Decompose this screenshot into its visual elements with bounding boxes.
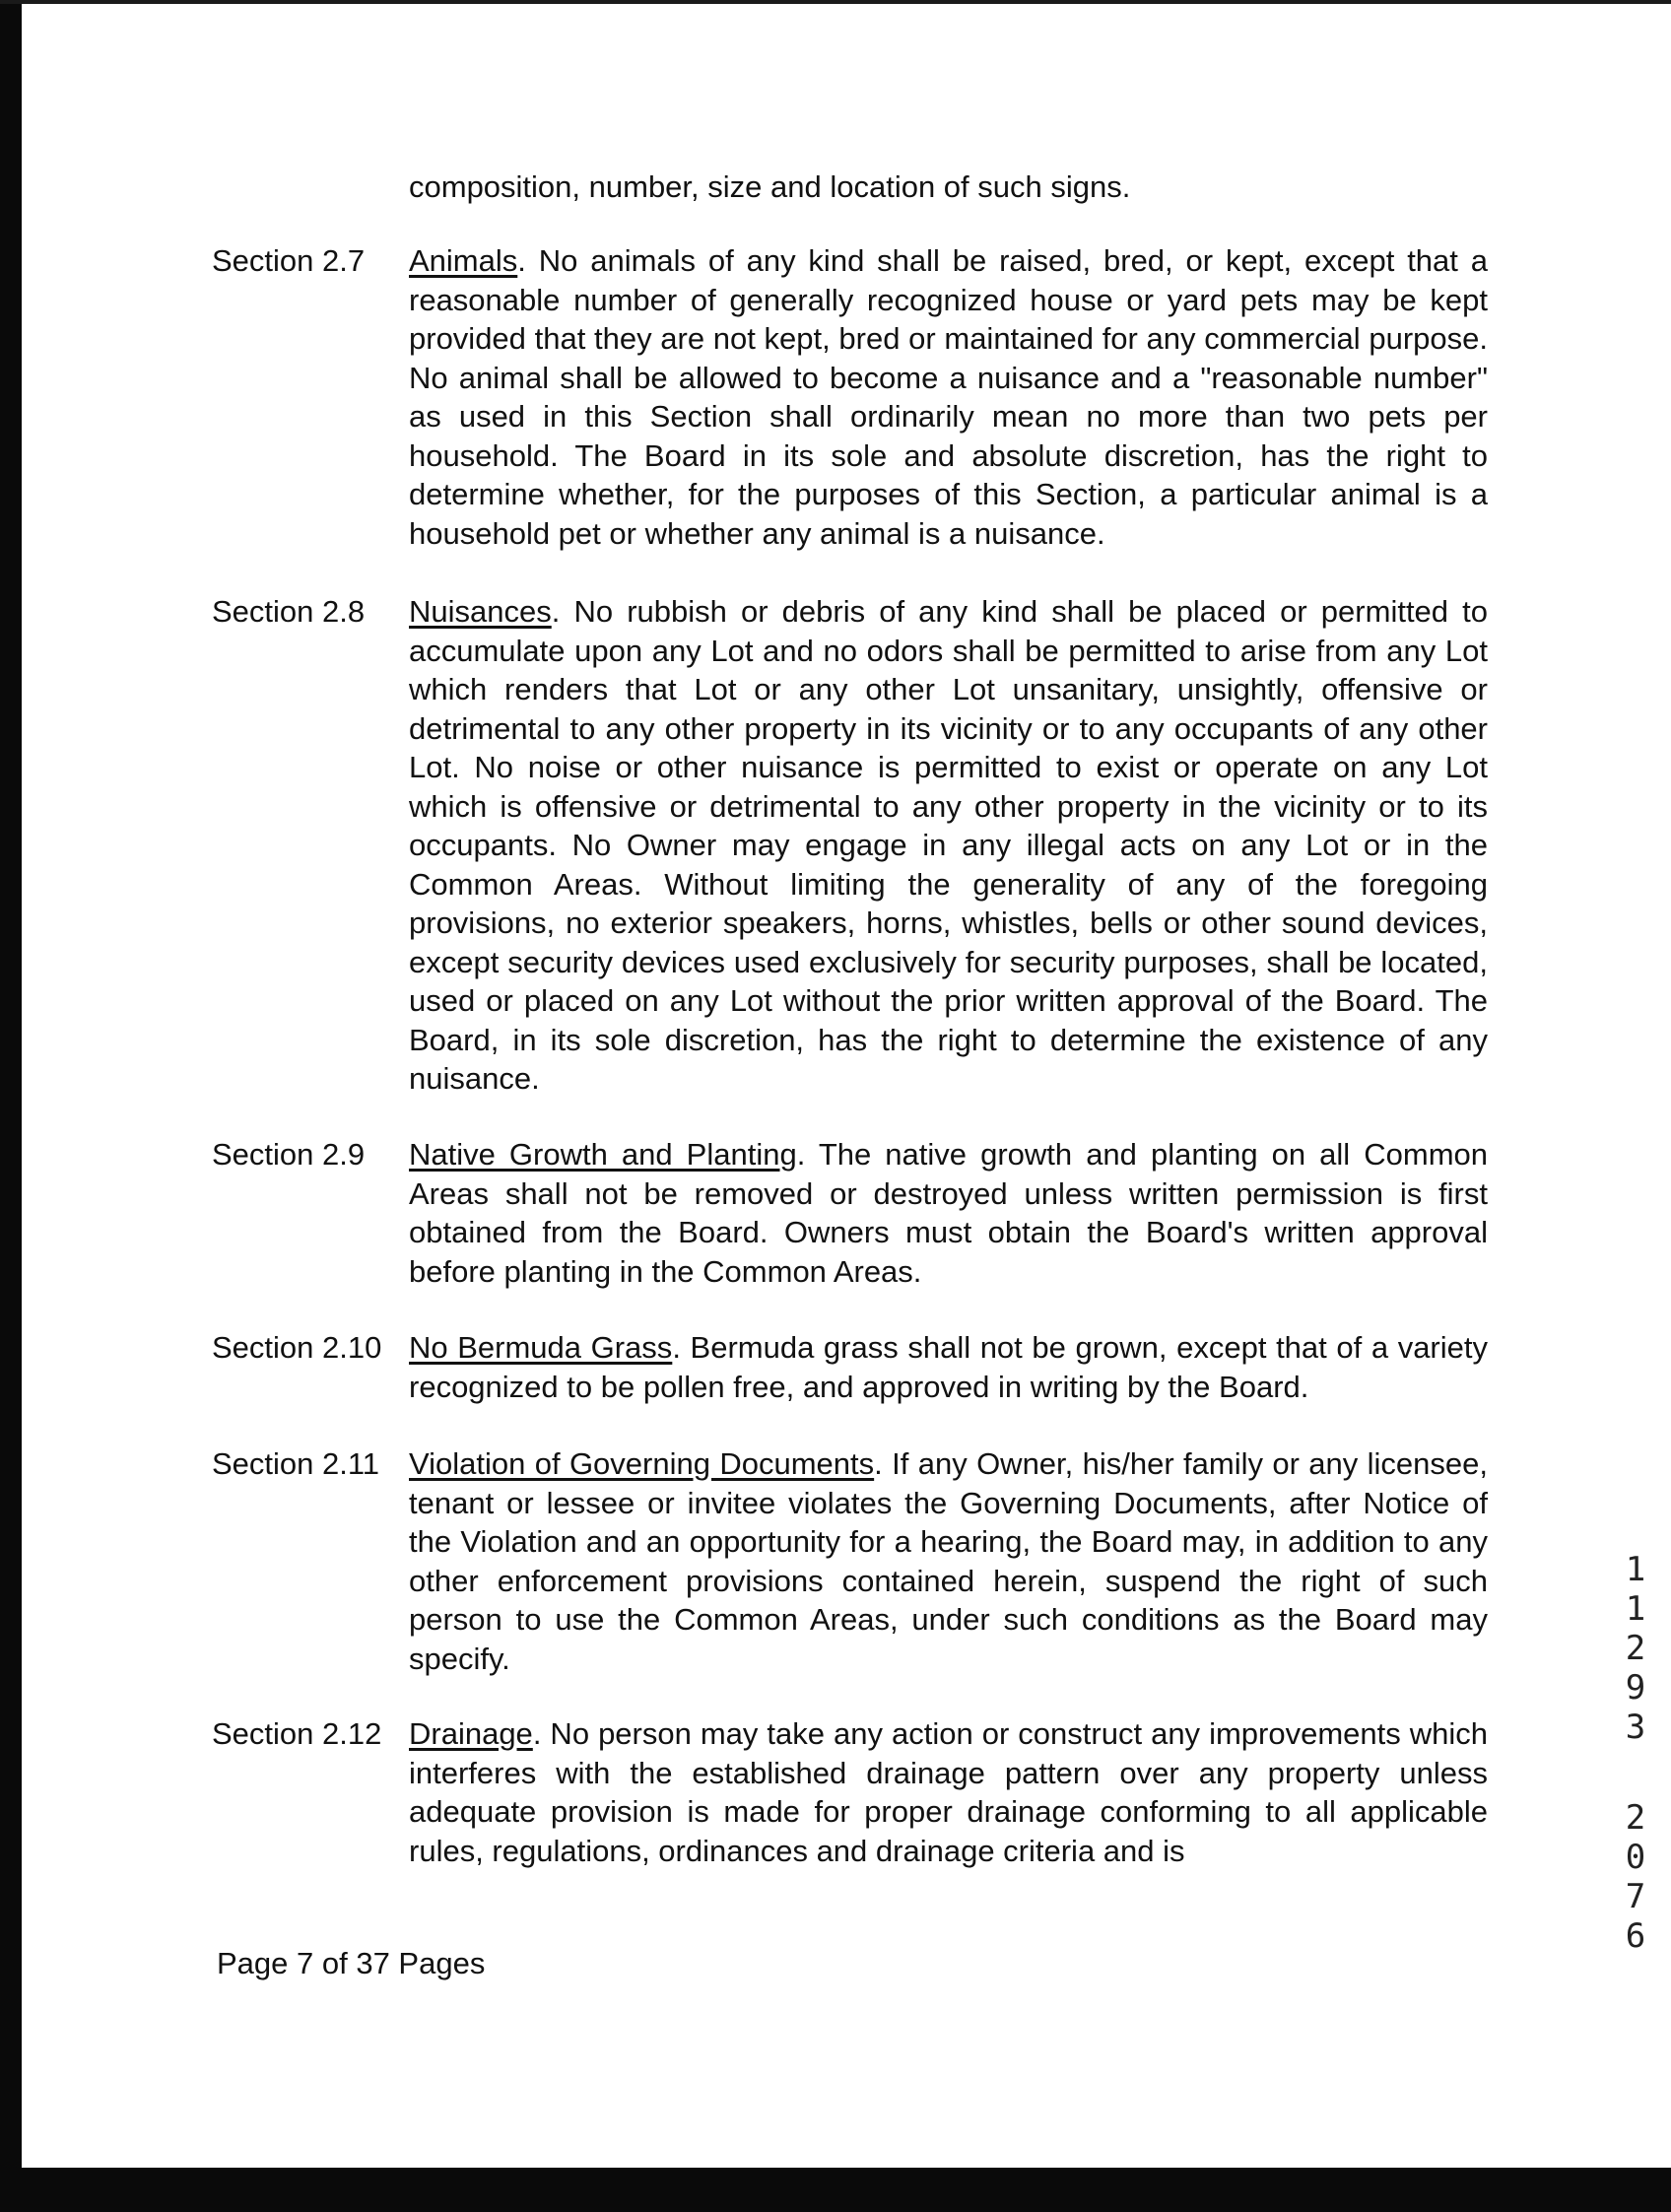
- stamp-digit: 2: [1625, 1798, 1646, 1838]
- stamp-digit: 7: [1625, 1877, 1646, 1916]
- section-text: . No rubbish or debris of any kind shall be placed or permitted to accumulate upon any Lot and no odors shall be permitted to arise from any Lot which renders that Lot or any other Lot unsanitary, unsightly, offensive or detrimental to any other property in its vicinity or to any occupants of any other Lot. No noise or other nuisance is permitted to exist or operate on any Lot which is offensive or detrimental to any other property in the vicinity or to its occupants. No Owner may engage in any illegal acts on any Lot or in the Common Areas. Without limiting the generality of any of the foregoing provisions, no exterior speakers, horns, whistles, bells or other sound devices, except security devices used exclusively for security purposes, shall be located, used or placed on any Lot without the prior written approval of the Board. The Board, in its sole discretion, has the right to determine the existence of any nuisance.: [409, 594, 1488, 1096]
- section-body: [409, 1135, 1488, 1291]
- section-2-12: [212, 1714, 1488, 1870]
- section-text: . The native growth and planting on all Common Areas shall not be removed or destroyed unless written permission is first obtained from the Board. Owners must obtain the Board's written approval before planting in the Common Areas.: [409, 1137, 1488, 1289]
- section-title: Violation of Governing Documents: [409, 1446, 875, 1481]
- intro-paragraph: composition, number, size and location of such signs.: [409, 169, 1131, 204]
- section-text: . No person may take any action or construct any improvements which interferes with the established drainage pattern over any property unless adequate provision is made for proper drainage conforming to all applicable rules, regulations, ordinances and drainage criteria and is: [409, 1716, 1488, 1868]
- stamp-gap: [1616, 1747, 1655, 1798]
- stamp-digit: 6: [1625, 1916, 1646, 1956]
- stamp-digit: 1: [1625, 1589, 1646, 1629]
- section-number: Section 2.12: [212, 1716, 382, 1751]
- stamp-digit: 2: [1625, 1629, 1646, 1668]
- page-footer: Page 7 of 37 Pages: [217, 1946, 486, 1980]
- section-text: . If any Owner, his/her family or any licensee, tenant or lessee or invitee violates the Governing Documents, after Notice of the Violation and an opportunity for a hearing, the Board may, in addition to any other enforcement provisions contained herein, suspend the right of such person to use the Common Areas, under such conditions as the Board may specify.: [409, 1446, 1489, 1676]
- section-body: [409, 1328, 1488, 1406]
- section-text: . No animals of any kind shall be raised, bred, or kept, except that a reasonable number of generally recognized house or yard pets may be kept provided that they are not kept, bred or maintained for any commercial purpose. No animal shall be allowed to become a nuisance and a "reasonable number" as used in this Section shall ordinarily mean no more than two pets per household. The Board in its sole and absolute discretion, has the right to determine whether, for the purposes of this Section, a particular animal is a household pet or whether any animal is a nuisance.: [409, 243, 1488, 551]
- section-body: [409, 241, 1488, 553]
- stamp-digit: 0: [1625, 1838, 1646, 1877]
- section-title: No Bermuda Grass: [409, 1330, 673, 1365]
- stamp-digit: 3: [1625, 1708, 1646, 1747]
- section-2-7: [212, 241, 1488, 553]
- scan-border-bottom: [0, 2168, 1671, 2212]
- section-body: [409, 592, 1488, 1099]
- section-title: Nuisances: [409, 594, 552, 629]
- section-number: Section 2.8: [212, 594, 366, 629]
- section-2-10: [212, 1328, 1488, 1406]
- stamp-digit: 1: [1625, 1550, 1646, 1589]
- section-title: Drainage: [409, 1716, 533, 1751]
- section-number: Section 2.11: [212, 1446, 380, 1481]
- section-2-9: [212, 1135, 1488, 1291]
- section-number: Section 2.7: [212, 243, 366, 278]
- scan-border-top: [0, 0, 1671, 4]
- section-2-11: [212, 1444, 1488, 1678]
- section-body: [409, 1714, 1488, 1870]
- section-text: . Bermuda grass shall not be grown, except that of a variety recognized to be pollen free, and approved in writing by the Board.: [409, 1330, 1488, 1404]
- scan-border-left: [0, 0, 22, 2212]
- section-title: Animals: [409, 243, 518, 278]
- section-body: [409, 1444, 1488, 1678]
- stamp-digit: 9: [1625, 1668, 1646, 1708]
- section-title: Native Growth and Planting: [409, 1137, 797, 1172]
- section-number: Section 2.10: [212, 1330, 382, 1365]
- recording-stamp-number: [1616, 1550, 1655, 1956]
- section-number: Section 2.9: [212, 1137, 366, 1172]
- section-2-8: [212, 592, 1488, 1099]
